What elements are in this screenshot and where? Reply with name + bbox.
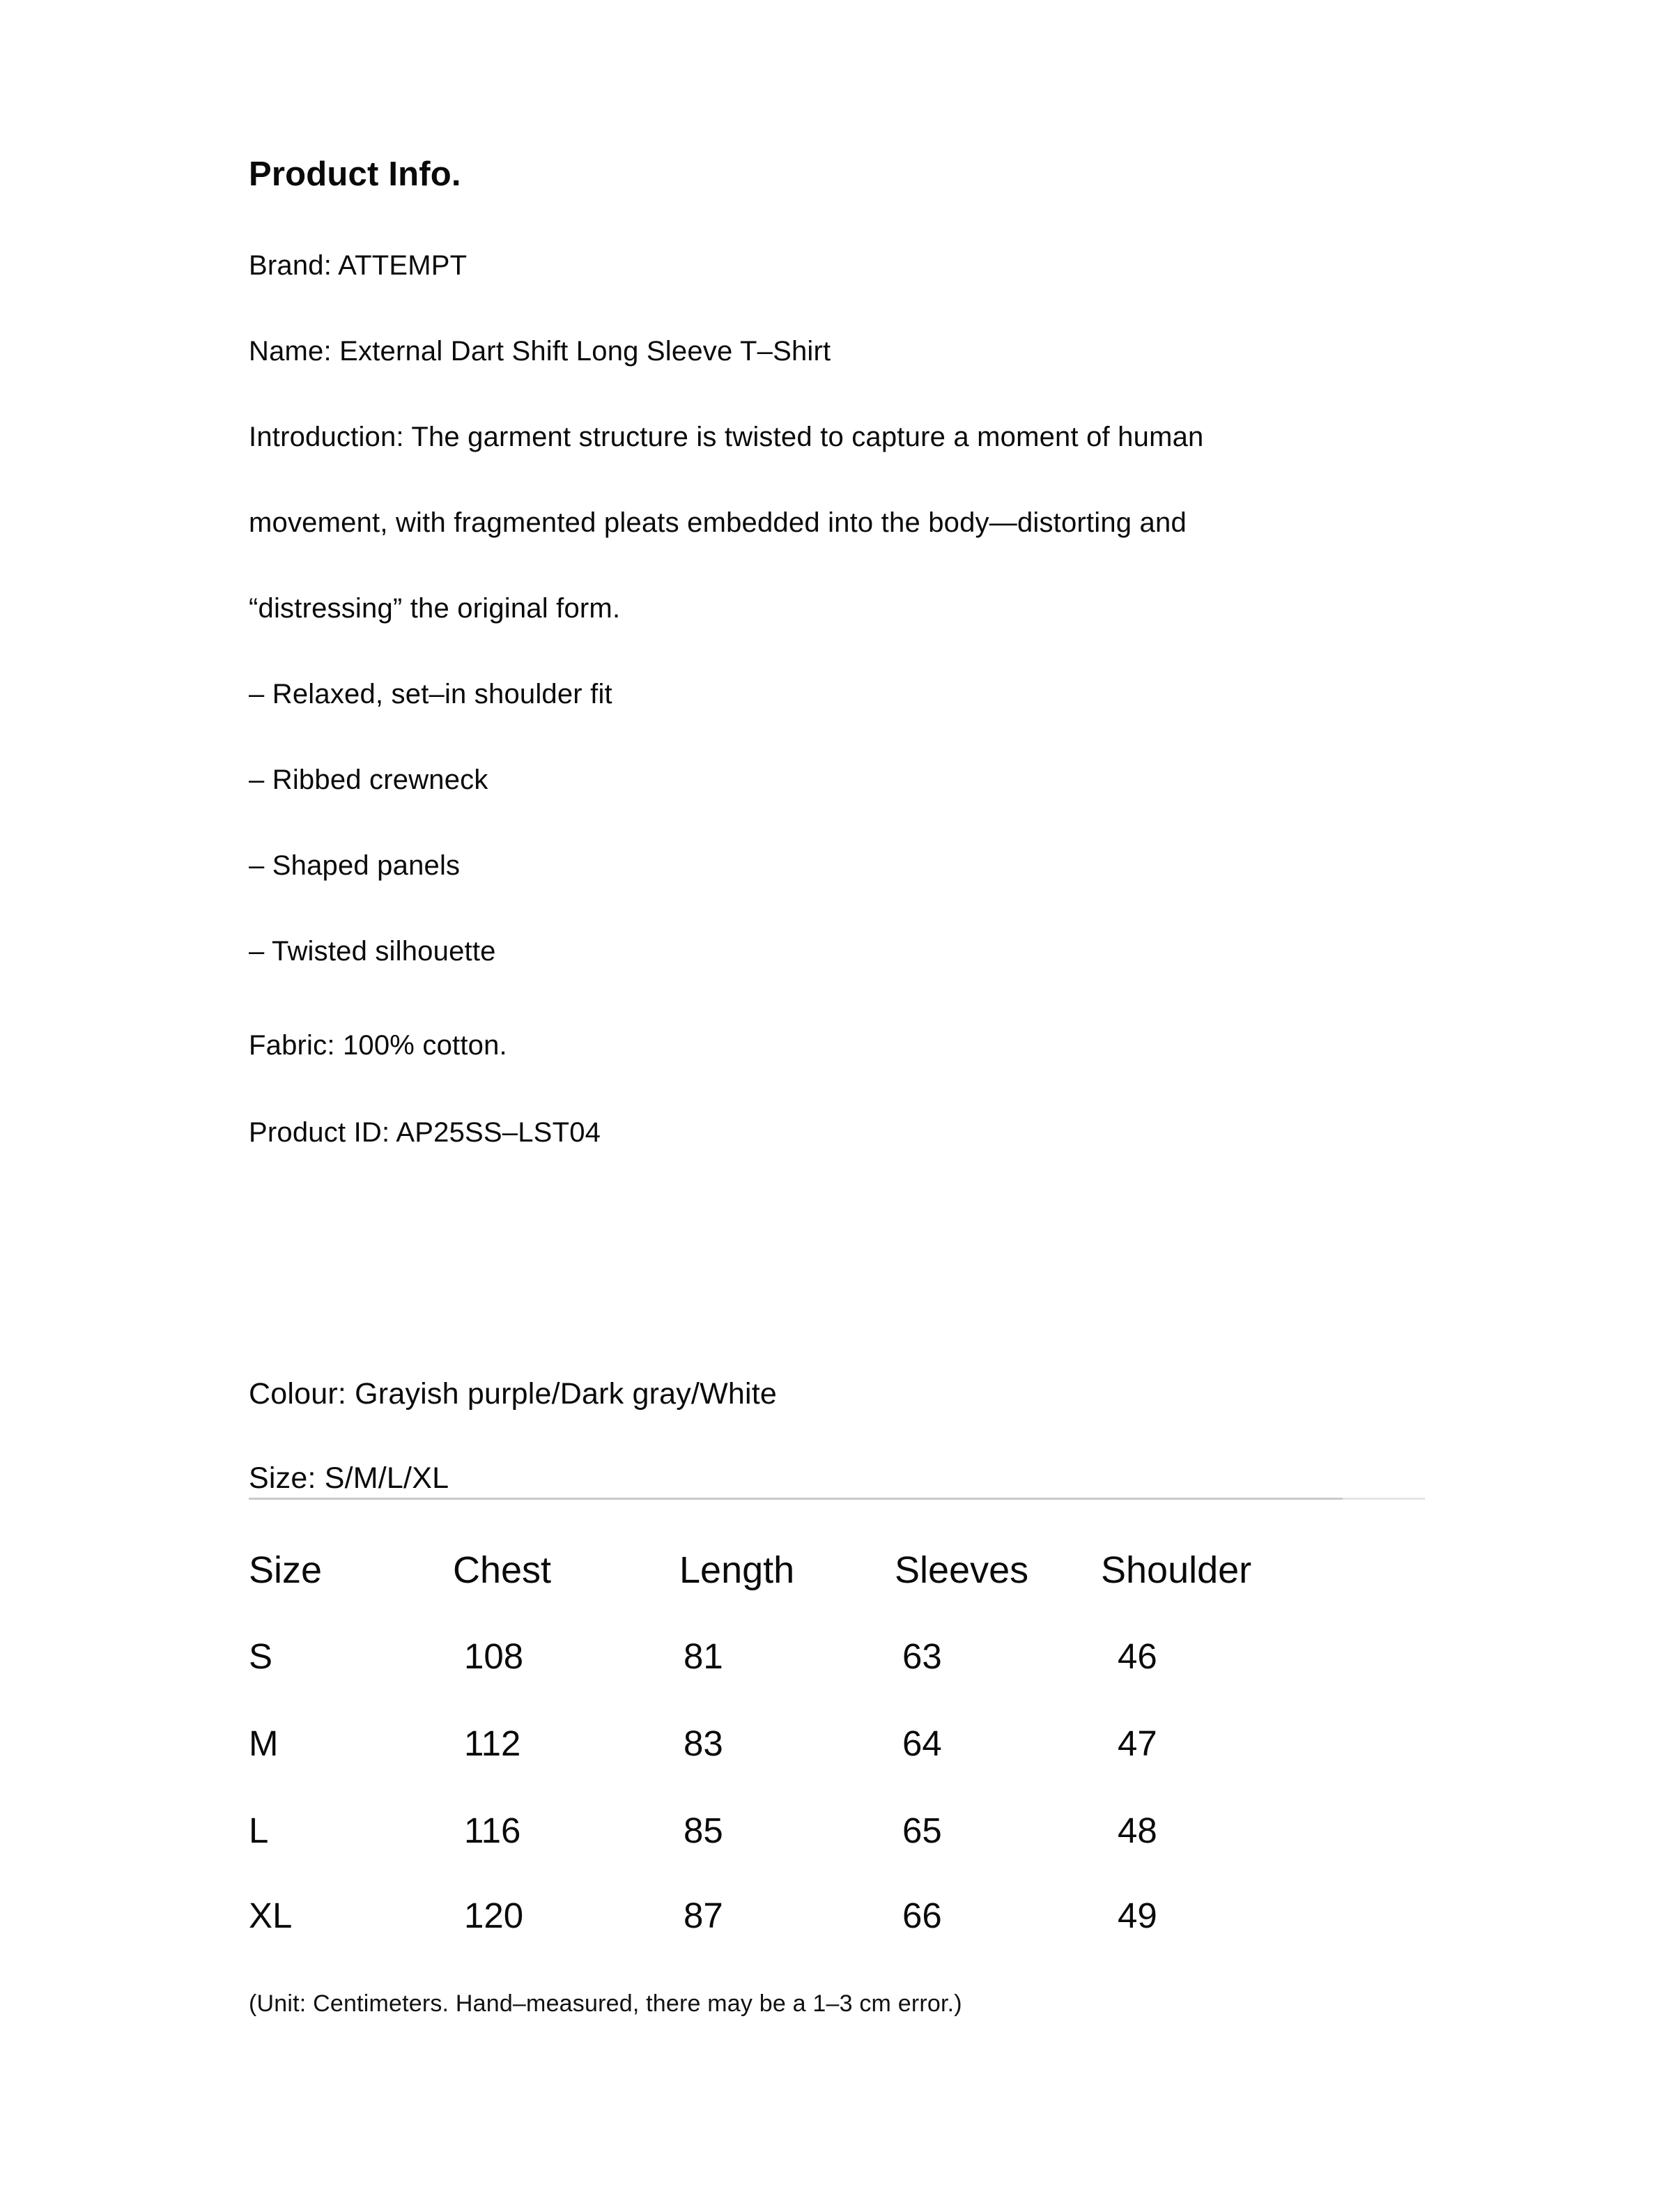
cell-chest: 108 (464, 1636, 524, 1676)
feature-item-crewneck: – Ribbed crewneck (249, 765, 488, 795)
header-shoulder: Shoulder (1101, 1549, 1252, 1591)
brand-line: Brand: ATTEMPT (249, 250, 468, 281)
product-id-line: Product ID: AP25SS–LST04 (249, 1117, 601, 1148)
feature-item-silhouette: – Twisted silhouette (249, 936, 496, 967)
cell-chest: 120 (464, 1896, 524, 1935)
measurement-note: (Unit: Centimeters. Hand–measured, there may be a 1–3 cm error.) (249, 1990, 962, 2017)
header-size: Size (249, 1549, 323, 1591)
header-chest: Chest (453, 1549, 552, 1591)
cell-shoulder: 49 (1118, 1896, 1157, 1935)
size-table-header-row (249, 1549, 1426, 1597)
cell-length: 83 (684, 1723, 723, 1763)
intro-line-3: “distressing” the original form. (249, 593, 621, 624)
cell-sleeves: 64 (902, 1723, 942, 1763)
table-row-l (249, 1810, 1426, 1859)
cell-length: 87 (684, 1896, 723, 1935)
cell-size: S (249, 1636, 273, 1676)
cell-size: L (249, 1811, 269, 1850)
cell-shoulder: 46 (1118, 1636, 1157, 1676)
page-title: Product Info. (249, 155, 461, 193)
colour-line: Colour: Grayish purple/Dark gray/White (249, 1377, 777, 1411)
size-line: Size: S/M/L/XL (249, 1461, 449, 1495)
table-row-m (249, 1723, 1426, 1772)
fabric-line: Fabric: 100% cotton. (249, 1030, 507, 1061)
table-row-xl (249, 1895, 1426, 1944)
header-sleeves: Sleeves (895, 1549, 1029, 1591)
cell-chest: 116 (464, 1811, 521, 1850)
intro-line-1: Introduction: The garment structure is twisted to capture a moment of human (249, 422, 1204, 452)
cell-length: 81 (684, 1636, 723, 1676)
cell-shoulder: 48 (1118, 1811, 1157, 1850)
cell-chest: 112 (464, 1723, 521, 1763)
cell-size: XL (249, 1896, 293, 1935)
divider-rule (249, 1498, 1425, 1500)
table-row-s (249, 1636, 1426, 1684)
cell-shoulder: 47 (1118, 1723, 1157, 1763)
cell-sleeves: 63 (902, 1636, 942, 1676)
intro-line-2: movement, with fragmented pleats embedded into the body—distorting and (249, 507, 1187, 538)
header-length: Length (679, 1549, 795, 1591)
product-name-line: Name: External Dart Shift Long Sleeve T–Shirt (249, 336, 831, 367)
cell-sleeves: 65 (902, 1811, 942, 1850)
cell-size: M (249, 1723, 279, 1763)
feature-item-shoulder-fit: – Relaxed, set–in shoulder fit (249, 679, 612, 709)
feature-item-panels: – Shaped panels (249, 850, 461, 881)
document-body (249, 0, 1426, 2212)
cell-length: 85 (684, 1811, 723, 1850)
cell-sleeves: 66 (902, 1896, 942, 1935)
